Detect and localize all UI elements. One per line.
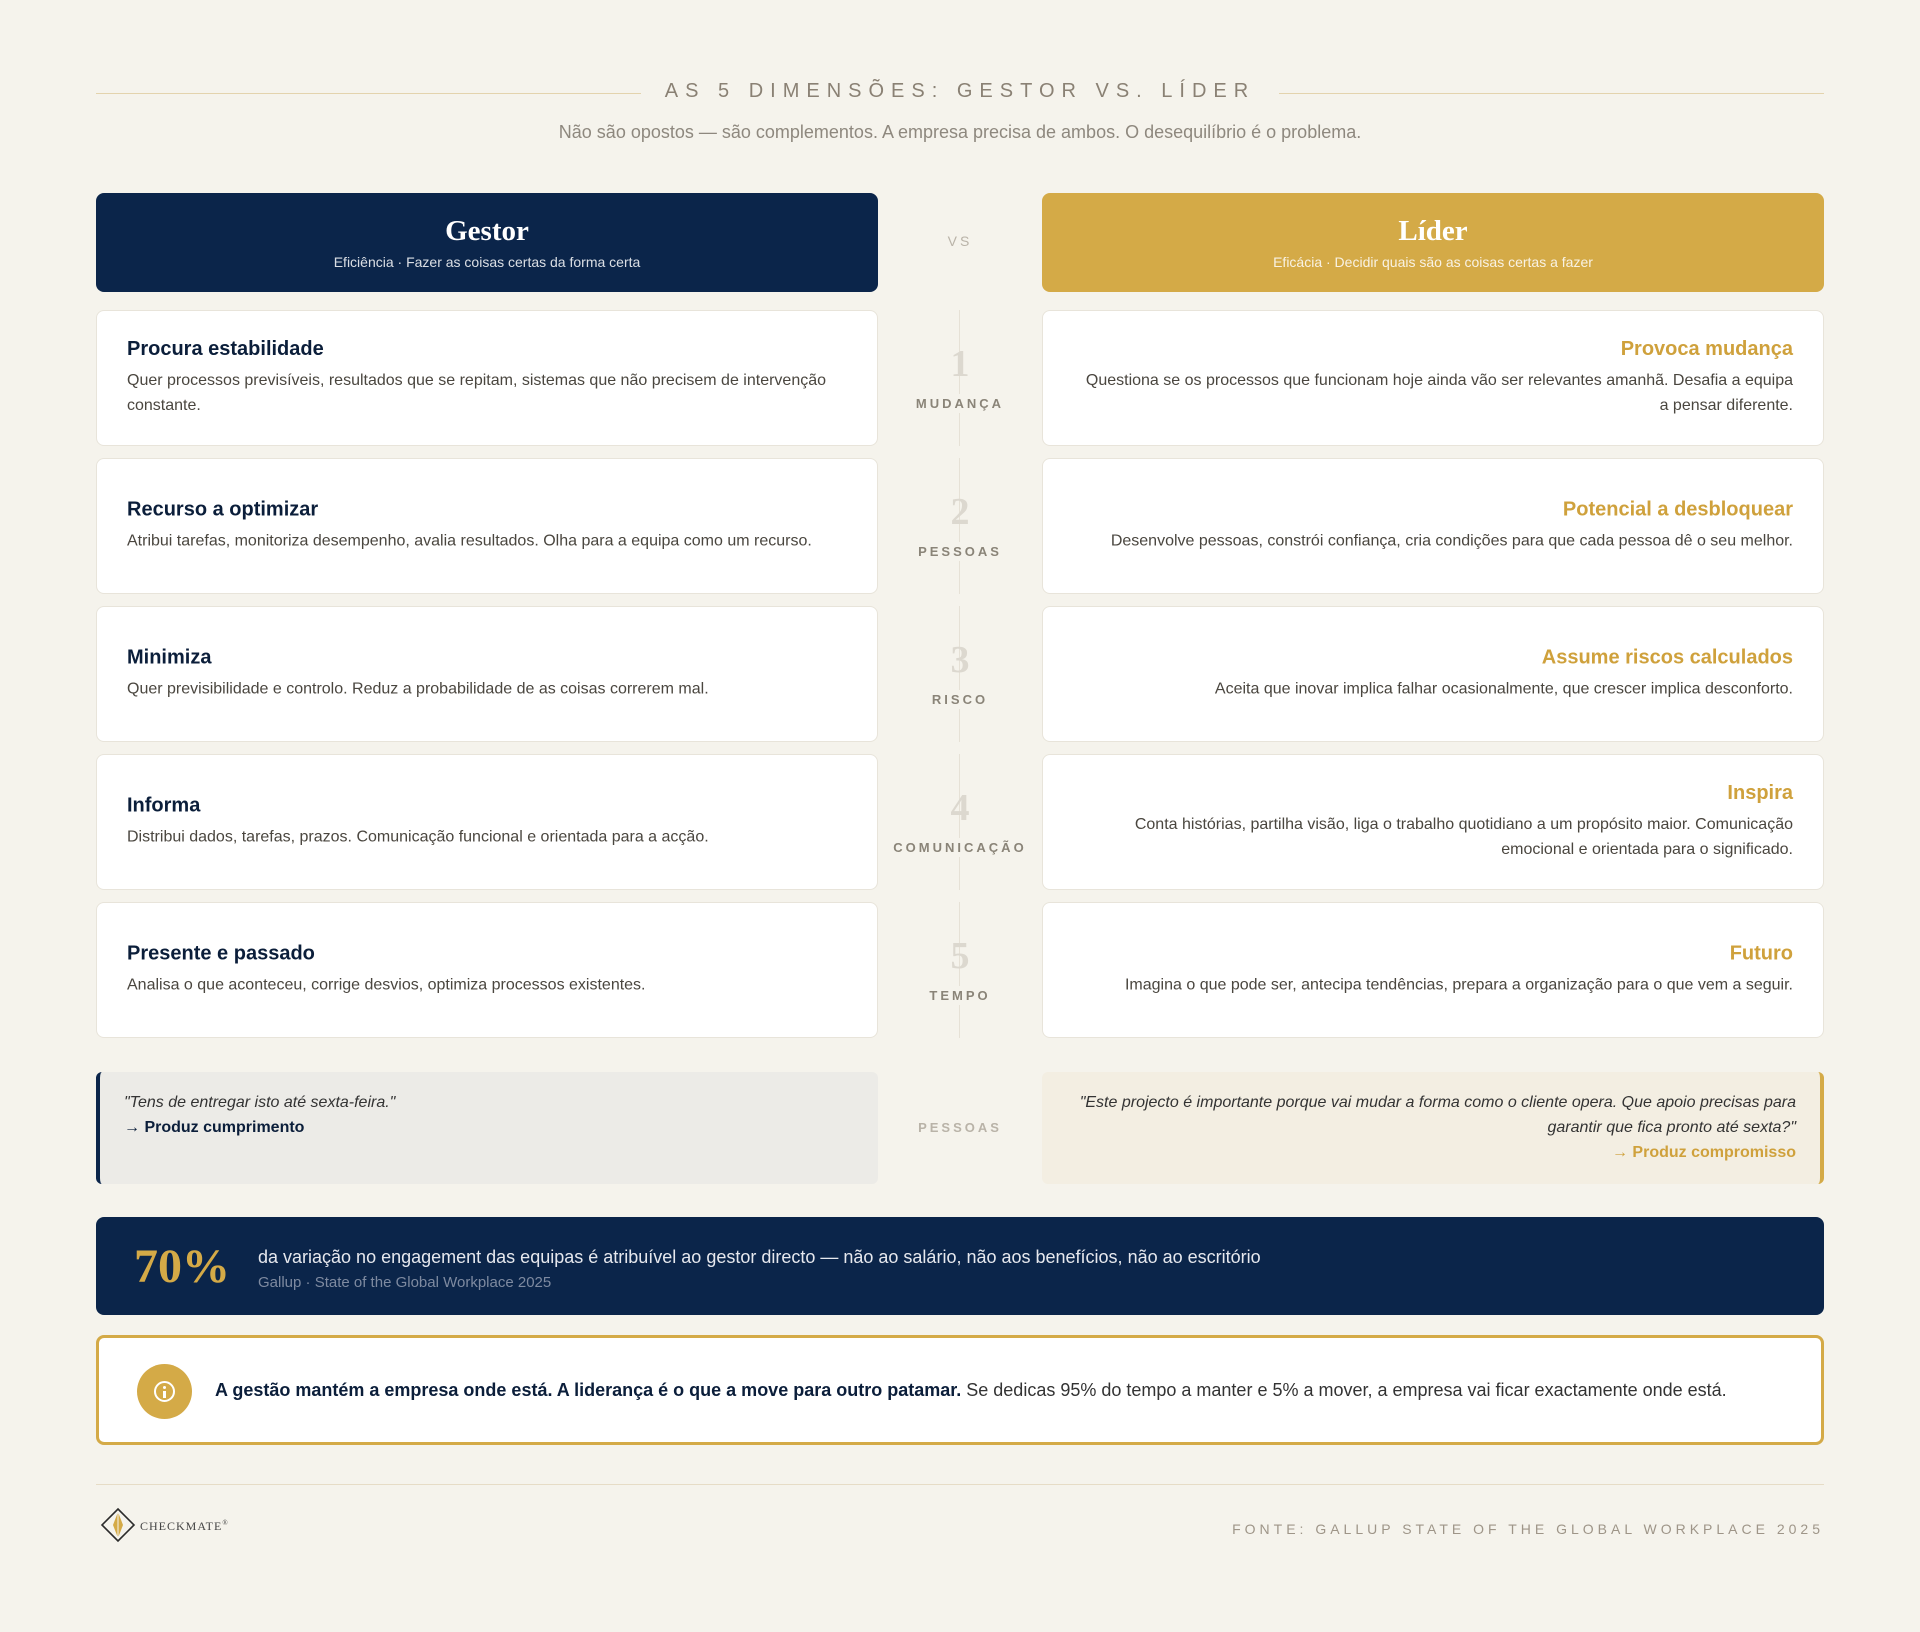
lider-card-tempo [1042, 902, 1824, 1038]
gestor-card-text: Atribui tarefas, monitoriza desempenho, avalia resultados. Olha para a equipa como um recurso. [127, 532, 812, 550]
lider-card-risco [1042, 606, 1824, 742]
stat-banner [96, 1217, 1824, 1315]
stat-value: 70% [134, 1240, 230, 1293]
gestor-card-pessoas [96, 458, 878, 594]
lider-card-text: Imagina o que pode ser, antecipa tendências, prepara a organização para o que vem a seguir. [1124, 976, 1793, 994]
lider-card-heading: Inspira [1727, 782, 1793, 804]
gestor-card-text: Analisa o que aconteceu, corrige desvios, optimiza processos existentes. [127, 976, 646, 994]
lider-card-text: Desenvolve pessoas, constrói confiança, cria condições para que cada pessoa dê o seu melhor. [1110, 532, 1793, 550]
dimension-label: RISCO [931, 692, 989, 707]
insight-rest: Se dedicas 95% do tempo a manter e 5% a mover, a empresa vai ficar exactamente onde está. [961, 1380, 1727, 1400]
header-rule-right [1279, 93, 1824, 94]
lider-header [1042, 193, 1824, 292]
gestor-card-risco [96, 606, 878, 742]
gestor-card-heading: Informa [127, 794, 201, 817]
lider-card-text: Questiona se os processos que funcionam hoje ainda vão ser relevantes amanhã. Desafia a equipa a pensar diferente. [1085, 372, 1793, 414]
gestor-card-heading: Procura estabilidade [127, 338, 324, 360]
lider-card-heading: Futuro [1729, 942, 1793, 965]
stat-source: Gallup · State of the Global Workplace 2025 [258, 1274, 552, 1291]
lider-quote-box [1042, 1072, 1824, 1184]
gestor-card-text: Quer previsibilidade e controlo. Reduz a probabilidade de as coisas correrem mal. [127, 680, 709, 698]
dimension-number: 4 [950, 787, 970, 829]
dimension-label: TEMPO [929, 988, 991, 1003]
vs-label: VS [947, 233, 973, 249]
insight-bold: A gestão mantém a empresa onde está. A liderança é o que a move para outro patamar. [215, 1380, 962, 1400]
lider-card-heading: Assume riscos calculados [1541, 646, 1793, 669]
gestor-quote: "Tens de entregar isto até sexta-feira." [124, 1094, 396, 1111]
lider-title: Líder [1398, 215, 1468, 247]
insight-box [96, 1335, 1824, 1445]
gestor-quote-result: → Produz cumprimento [124, 1119, 305, 1136]
lider-card-heading: Provoca mudança [1620, 338, 1793, 360]
lider-quote: "Este projecto é importante porque vai mudar a forma como o cliente opera. Que apoio precisas para garantir que fica pronto até sexta?" [1079, 1094, 1796, 1136]
gestor-card-heading: Presente e passado [127, 942, 315, 965]
lider-card-comunicacao [1042, 754, 1824, 890]
gestor-card-mudanca [96, 310, 878, 446]
footer-rule [96, 1484, 1824, 1485]
dimension-label: PESSOAS [918, 544, 1002, 559]
dimension-risco [878, 606, 1042, 742]
page-subtitle: Não são opostos — são complementos. A empresa precisa de ambos. O desequilíbrio é o problema. [558, 122, 1362, 142]
dimension-number: 3 [950, 639, 970, 681]
dimension-mudanca [878, 310, 1042, 446]
lider-card-heading: Potencial a desbloquear [1562, 498, 1793, 521]
gestor-card-comunicacao [96, 754, 878, 890]
gestor-card-text: Distribui dados, tarefas, prazos. Comunicação funcional e orientada para a acção. [127, 828, 709, 846]
dimension-number: 2 [950, 491, 970, 533]
gestor-title: Gestor [445, 215, 529, 247]
gestor-quote-box [96, 1072, 878, 1184]
insight-text [215, 1380, 1727, 1401]
info-icon [137, 1364, 192, 1419]
stat-text: da variação no engagement das equipas é atribuível ao gestor directo — não ao salário, não aos benefícios, não ao escritório [258, 1247, 1261, 1267]
lider-quote-result: → Produz compromisso [1611, 1144, 1796, 1161]
diamond-logo-icon [100, 1507, 136, 1543]
lider-card-pessoas [1042, 458, 1824, 594]
lider-card-text: Aceita que inovar implica falhar ocasionalmente, que crescer implica desconforto. [1214, 680, 1793, 698]
lider-card-mudanca [1042, 310, 1824, 446]
gestor-card-heading: Minimiza [127, 646, 212, 669]
gestor-header [96, 193, 878, 292]
dimension-pessoas [878, 458, 1042, 594]
gestor-description: Eficiência · Fazer as coisas certas da forma certa [333, 254, 641, 270]
quote-dimension-label: PESSOAS [918, 1120, 1002, 1135]
lider-card-text: Conta histórias, partilha visão, liga o trabalho quotidiano a um propósito maior. Comunicação emocional e orientada para o significado. [1134, 816, 1793, 858]
dimension-comunicacao [878, 754, 1042, 890]
dimension-label: MUDANÇA [915, 396, 1005, 411]
gestor-card-tempo [96, 902, 878, 1038]
gestor-card-text: Quer processos previsíveis, resultados que se repitam, sistemas que não precisem de intervenção constante. [127, 372, 827, 414]
dimension-label: COMUNICAÇÃO [893, 840, 1027, 855]
dimension-number: 5 [950, 935, 970, 977]
dimension-number: 1 [950, 343, 970, 385]
section-header [96, 80, 1824, 106]
lider-description: Eficácia · Decidir quais são as coisas certas a fazer [1273, 254, 1593, 270]
footer-source: FONTE: GALLUP STATE OF THE GLOBAL WORKPLACE 2025 [1232, 1521, 1824, 1537]
gestor-card-heading: Recurso a optimizar [127, 498, 319, 521]
logo-wordmark: CHECKMATE® [140, 1519, 229, 1533]
page-title: AS 5 DIMENSÕES: GESTOR VS. LÍDER [664, 80, 1256, 102]
dimension-tempo [878, 902, 1042, 1038]
